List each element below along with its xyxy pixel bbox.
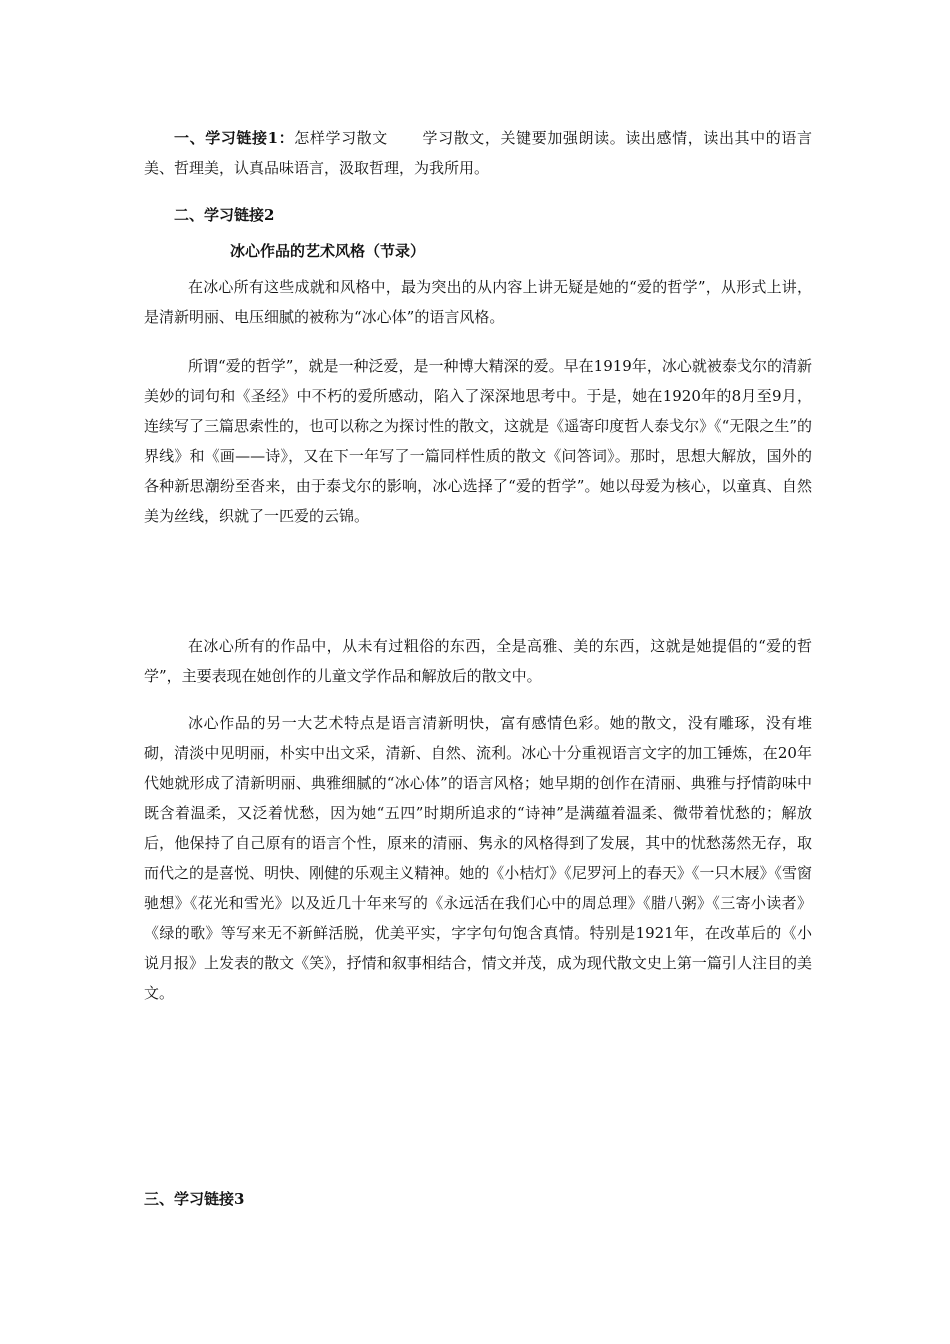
article-title: 冰心作品的艺术风格（节录） [230, 242, 426, 260]
link2-heading: 二、学习链接2 [174, 206, 275, 224]
article-paragraph-3: 在冰心所有的作品中，从未有过粗俗的东西，全是高雅、美的东西，这就是她提倡的“爱的哲学”，主要表现在她创作的儿童文学作品和解放后的散文中。 [144, 637, 812, 685]
article-paragraph-2: 所谓“爱的哲学”，就是一种泛爱，是一种博大精深的爱。早在1919年，冰心就被泰戈尔的清新美妙的词句和《圣经》中不朽的爱所感动，陷入了深深地思考中。于是，她在1920年的8月至9月，连续写了三篇思索性的，也可以称之为探讨性的散文，这就是《遥寄印度哲人泰戈尔》《“无限之生”的界线》和《画——诗》，又在下一年写了一篇同样性质的散文《问答词》。那时，思想大解放，国外的各种新思潮纷至沓来，由于泰戈尔的影响，冰心选择了“爱的哲学”。她以母爱为核心，以童真、自然美为丝线，织就了一匹爱的云锦。 [144, 357, 812, 525]
link1-paragraph [144, 123, 812, 183]
link1-heading: 一、学习链接1： [174, 129, 295, 147]
link1-body: 学习散文，关键要加强朗读。读出感情，读出其中的语言美、哲理美，认真品味语言，汲取哲理，为我所用。 [144, 129, 812, 177]
link1-label: 怎样学习散文 [294, 129, 388, 147]
article-paragraph-1: 在冰心所有这些成就和风格中，最为突出的从内容上讲无疑是她的“爱的哲学”，从形式上讲，是清新明丽、电压细腻的被称为“冰心体”的语言风格。 [144, 278, 812, 326]
link3-heading: 三、学习链接3 [144, 1190, 245, 1208]
article-paragraph-4: 冰心作品的另一大艺术特点是语言清新明快，富有感情色彩。她的散文，没有雕琢，没有堆砌，清淡中见明丽，朴实中出文采，清新、自然、流利。冰心十分重视语言文字的加工锤炼，在20年代她就形成了清新明丽、典雅细腻的“冰心体”的语言风格；她早期的创作在清丽、典雅与抒情韵味中既含着温柔，又泛着忧愁，因为她“五四”时期所追求的“诗神”是满蕴着温柔、微带着忧愁的；解放后，他保持了自己原有的语言个性，原来的清丽、隽永的风格得到了发展，其中的忧愁荡然无存，取而代之的是喜悦、明快、刚健的乐观主义精神。她的《小桔灯》《尼罗河上的春天》《一只木屐》《雪窗驰想》《花光和雪光》以及近几十年来写的《永远活在我们心中的周总理》《腊八粥》《三寄小读者》《绿的歌》等写来无不新鲜活脱，优美平实，字字句句饱含真情。特别是1921年，在改革后的《小说月报》上发表的散文《笑》，抒情和叙事相结合，情文并茂，成为现代散文史上第一篇引人注目的美文。 [144, 714, 812, 1002]
